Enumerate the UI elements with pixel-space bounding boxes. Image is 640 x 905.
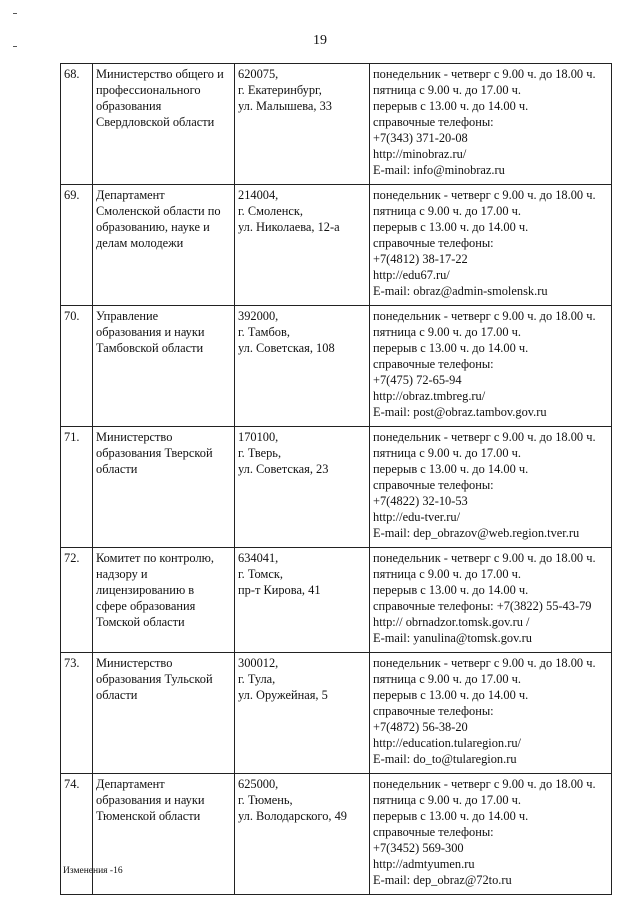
text-line: справочные телефоны: (373, 236, 494, 250)
row-number: 70. (61, 306, 93, 427)
website-link[interactable]: http://education.tularegion.ru/ (373, 736, 521, 750)
email-link[interactable]: E-mail: yanulina@tomsk.gov.ru (373, 631, 532, 645)
text-line: перерыв с 13.00 ч. до 14.00 ч. (373, 583, 529, 597)
text-line: сфере образования (96, 599, 196, 613)
text-line: ул. Володарского, 49 (238, 809, 347, 823)
table-row (61, 185, 612, 306)
organization-address (235, 548, 370, 653)
margin-mark-bottom (13, 46, 17, 47)
text-line: понедельник - четверг с 9.00 ч. до 18.00 ч. (373, 777, 596, 791)
table-row (61, 306, 612, 427)
text-line: г. Екатеринбург, (238, 83, 322, 97)
text-line: пятница с 9.00 ч. до 17.00 ч. (373, 83, 521, 97)
row-number: 73. (61, 653, 93, 774)
text-line: справочные телефоны: (373, 478, 494, 492)
text-line: ул. Советская, 23 (238, 462, 329, 476)
text-line: пятница с 9.00 ч. до 17.00 ч. (373, 567, 521, 581)
website-link[interactable]: http://admtyumen.ru (373, 857, 475, 871)
text-line: Министерство общего и (96, 67, 224, 81)
table-row (61, 653, 612, 774)
text-line: Томской области (96, 615, 185, 629)
organization-name (93, 185, 235, 306)
text-line: перерыв с 13.00 ч. до 14.00 ч. (373, 220, 529, 234)
email-link[interactable]: E-mail: do_to@tularegion.ru (373, 752, 517, 766)
email-link[interactable]: E-mail: obraz@admin-smolensk.ru (373, 284, 548, 298)
organization-address (235, 427, 370, 548)
table-row (61, 64, 612, 185)
text-line: справочные телефоны: (373, 825, 494, 839)
text-line: делам молодежи (96, 236, 184, 250)
text-line: пятница с 9.00 ч. до 17.00 ч. (373, 325, 521, 339)
organization-name (93, 774, 235, 895)
text-line: понедельник - четверг с 9.00 ч. до 18.00 ч. (373, 67, 596, 81)
table-row (61, 427, 612, 548)
contact-info (370, 427, 612, 548)
text-line: справочные телефоны: (373, 357, 494, 371)
text-line: 170100, (238, 430, 279, 444)
phone: +7(475) 72-65-94 (373, 373, 462, 387)
contact-info (370, 548, 612, 653)
organization-name (93, 64, 235, 185)
text-line: Министерство (96, 656, 173, 670)
text-line: образования и науки (96, 325, 205, 339)
text-line: пятница с 9.00 ч. до 17.00 ч. (373, 204, 521, 218)
text-line: ул. Малышева, 33 (238, 99, 332, 113)
text-line: Управление (96, 309, 159, 323)
row-number: 69. (61, 185, 93, 306)
contact-info (370, 64, 612, 185)
text-line: перерыв с 13.00 ч. до 14.00 ч. (373, 341, 529, 355)
row-number: 68. (61, 64, 93, 185)
text-line: перерыв с 13.00 ч. до 14.00 ч. (373, 688, 529, 702)
table-row (61, 774, 612, 895)
contact-info (370, 306, 612, 427)
text-line: Свердловской области (96, 115, 215, 129)
email-link[interactable]: E-mail: post@obraz.tambov.gov.ru (373, 405, 547, 419)
text-line: 634041, (238, 551, 279, 565)
contact-info (370, 774, 612, 895)
phone: +7(4812) 38-17-22 (373, 252, 468, 266)
text-line: перерыв с 13.00 ч. до 14.00 ч. (373, 462, 529, 476)
organization-address (235, 774, 370, 895)
organization-address (235, 64, 370, 185)
text-line: профессионального (96, 83, 201, 97)
text-line: Тюменской области (96, 809, 201, 823)
text-line: 392000, (238, 309, 279, 323)
margin-mark-top (13, 13, 17, 14)
phone: +7(4872) 56-38-20 (373, 720, 468, 734)
text-line: Департамент (96, 777, 165, 791)
row-number: 71. (61, 427, 93, 548)
phone: +7(3452) 569-300 (373, 841, 464, 855)
text-line: области (96, 462, 138, 476)
organization-address (235, 306, 370, 427)
footer-revision-note: Изменения -16 (63, 866, 123, 876)
table-row (61, 548, 612, 653)
text-line: образования Тульской (96, 672, 213, 686)
text-line: 300012, (238, 656, 279, 670)
text-line: Комитет по контролю, (96, 551, 214, 565)
text-line: Департамент (96, 188, 165, 202)
text-line: ул. Николаева, 12-а (238, 220, 340, 234)
text-line: перерыв с 13.00 ч. до 14.00 ч. (373, 99, 529, 113)
text-line: пятница с 9.00 ч. до 17.00 ч. (373, 793, 521, 807)
text-line: г. Томск, (238, 567, 283, 581)
organization-name (93, 427, 235, 548)
organization-address (235, 185, 370, 306)
text-line: 214004, (238, 188, 279, 202)
website-link[interactable]: http://edu67.ru/ (373, 268, 450, 282)
row-number: 72. (61, 548, 93, 653)
text-line: г. Тюмень, (238, 793, 293, 807)
website-link[interactable]: http://edu-tver.ru/ (373, 510, 461, 524)
text-line: пятница с 9.00 ч. до 17.00 ч. (373, 446, 521, 460)
phone: справочные телефоны: +7(3822) 55-43-79 (373, 599, 592, 613)
text-line: г. Тамбов, (238, 325, 290, 339)
text-line: г. Тула, (238, 672, 276, 686)
organization-name (93, 306, 235, 427)
text-line: образования и науки (96, 793, 205, 807)
text-line: ул. Оружейная, 5 (238, 688, 328, 702)
text-line: образования Тверской (96, 446, 213, 460)
text-line: г. Смоленск, (238, 204, 303, 218)
text-line: образования (96, 99, 162, 113)
website-link[interactable]: http://obraz.tmbreg.ru/ (373, 389, 486, 403)
website-link[interactable]: http://minobraz.ru/ (373, 147, 467, 161)
registry-table-body (61, 64, 612, 895)
phone: +7(343) 371-20-08 (373, 131, 468, 145)
text-line: ул. Советская, 108 (238, 341, 335, 355)
text-line: 625000, (238, 777, 279, 791)
text-line: 620075, (238, 67, 279, 81)
email-link[interactable]: E-mail: dep_obraz@72to.ru (373, 873, 512, 887)
text-line: образованию, науке и (96, 220, 210, 234)
text-line: Смоленской области по (96, 204, 221, 218)
text-line: понедельник - четверг с 9.00 ч. до 18.00 ч. (373, 551, 596, 565)
text-line: справочные телефоны: (373, 115, 494, 129)
registry-table (60, 63, 612, 895)
text-line: понедельник - четверг с 9.00 ч. до 18.00 ч. (373, 430, 596, 444)
organization-address (235, 653, 370, 774)
contact-info (370, 653, 612, 774)
text-line: лицензированию в (96, 583, 195, 597)
text-line: справочные телефоны: (373, 704, 494, 718)
text-line: Министерство (96, 430, 173, 444)
text-line: г. Тверь, (238, 446, 282, 460)
contact-info (370, 185, 612, 306)
phone: +7(4822) 32-10-53 (373, 494, 468, 508)
text-line: области (96, 688, 138, 702)
email-link[interactable]: E-mail: info@minobraz.ru (373, 163, 505, 177)
website-link[interactable]: http:// obrnadzor.tomsk.gov.ru / (373, 615, 530, 629)
text-line: понедельник - четверг с 9.00 ч. до 18.00 ч. (373, 309, 596, 323)
text-line: понедельник - четверг с 9.00 ч. до 18.00 ч. (373, 656, 596, 670)
text-line: перерыв с 13.00 ч. до 14.00 ч. (373, 809, 529, 823)
page-number: 19 (313, 33, 327, 48)
organization-name (93, 548, 235, 653)
text-line: надзору и (96, 567, 148, 581)
row-number: 74. (61, 774, 93, 895)
organization-name (93, 653, 235, 774)
text-line: пятница с 9.00 ч. до 17.00 ч. (373, 672, 521, 686)
text-line: понедельник - четверг с 9.00 ч. до 18.00 ч. (373, 188, 596, 202)
text-line: Тамбовской области (96, 341, 204, 355)
text-line: пр-т Кирова, 41 (238, 583, 321, 597)
email-link[interactable]: E-mail: dep_obrazov@web.region.tver.ru (373, 526, 580, 540)
